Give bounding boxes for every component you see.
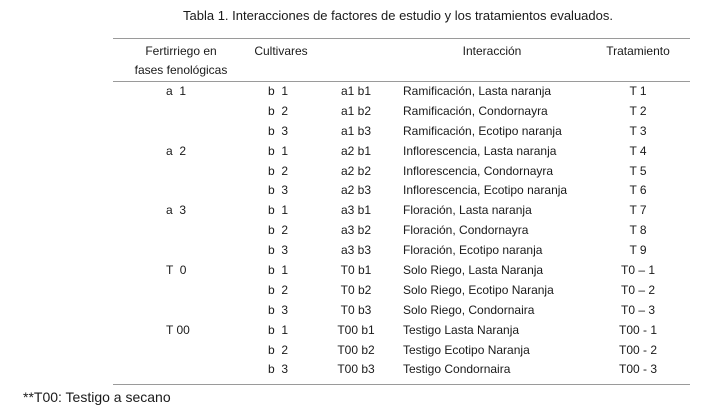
header-fertirriego-line1: Fertirriego en <box>145 44 217 58</box>
cell-code: a2 b3 <box>340 183 372 198</box>
table-row <box>0 240 725 260</box>
table-row <box>0 280 725 300</box>
table-row <box>0 141 725 161</box>
table-row <box>0 121 725 141</box>
header-interaccion: Interacción <box>462 44 522 58</box>
header-tratamiento: Tratamiento <box>606 44 670 58</box>
header-fertirriego <box>120 42 242 80</box>
cell-interaccion: Testigo Lasta Naranja <box>403 322 520 337</box>
cell-tratamiento: T00 - 2 <box>618 342 657 357</box>
table-caption: Tabla 1. Interacciones de factores de estudio y los tratamientos evaluados. <box>183 8 613 23</box>
table-body <box>0 81 725 379</box>
cell-code: a2 b2 <box>340 163 372 178</box>
table-footnote: **T00: Testigo a secano <box>23 389 171 405</box>
cell-interaccion: Inflorescencia, Condornayra <box>403 163 554 178</box>
cell-cultivar: b 3 <box>268 243 289 258</box>
cell-cultivar: b 3 <box>268 302 289 317</box>
cell-tratamiento: T 6 <box>629 183 647 198</box>
cell-cultivar: b 1 <box>268 143 289 158</box>
table-top-rule <box>113 38 690 39</box>
cell-tratamiento: T 7 <box>629 203 647 218</box>
cell-factor: a 1 <box>166 84 187 98</box>
cell-tratamiento: T00 - 3 <box>618 362 657 377</box>
cell-tratamiento: T 5 <box>629 163 647 178</box>
cell-cultivar: b 2 <box>268 103 289 118</box>
cell-tratamiento: T0 – 2 <box>620 282 656 297</box>
cell-cultivar: b 2 <box>268 282 289 297</box>
table-row <box>0 161 725 181</box>
cell-interaccion: Testigo Condornaira <box>403 362 511 377</box>
cell-tratamiento: T 3 <box>629 123 647 138</box>
cell-code: T00 b1 <box>337 322 375 337</box>
header-fertirriego-line2: fases fenológicas <box>134 63 228 77</box>
cell-interaccion: Ramificación, Lasta naranja <box>403 84 552 98</box>
table-row <box>0 340 725 360</box>
table-bottom-rule <box>113 384 690 385</box>
cell-code: a1 b1 <box>340 84 372 98</box>
cell-code: T00 b3 <box>337 362 375 377</box>
cell-interaccion: Floración, Lasta naranja <box>403 203 532 218</box>
cell-tratamiento: T 9 <box>629 243 647 258</box>
cell-code: T0 b2 <box>340 282 372 297</box>
cell-factor: T 00 <box>166 322 190 337</box>
cell-interaccion: Floración, Ecotipo naranja <box>403 243 543 258</box>
cell-cultivar: b 2 <box>268 342 289 357</box>
table-row <box>0 180 725 200</box>
cell-cultivar: b 3 <box>268 123 289 138</box>
cell-cultivar: b 3 <box>268 183 289 198</box>
cell-interaccion: Solo Riego, Ecotipo Naranja <box>403 282 554 297</box>
cell-interaccion: Ramificación, Ecotipo naranja <box>403 123 562 138</box>
cell-cultivar: b 1 <box>268 84 289 98</box>
cell-factor: a 3 <box>166 203 187 218</box>
cell-code: T0 b1 <box>340 263 372 278</box>
cell-cultivar: b 2 <box>268 163 289 178</box>
table-row <box>0 320 725 340</box>
cell-interaccion: Inflorescencia, Ecotipo naranja <box>403 183 568 198</box>
table-row <box>0 81 725 101</box>
cell-code: T0 b3 <box>340 302 372 317</box>
cell-interaccion: Testigo Ecotipo Naranja <box>403 342 530 357</box>
cell-cultivar: b 1 <box>268 322 289 337</box>
cell-factor: a 2 <box>166 143 187 158</box>
cell-interaccion: Floración, Condornayra <box>403 223 529 238</box>
table-row <box>0 260 725 280</box>
table-row <box>0 220 725 240</box>
cell-interaccion: Solo Riego, Lasta Naranja <box>403 263 544 278</box>
header-cultivares: Cultivares <box>254 44 308 58</box>
cell-interaccion: Ramificación, Condornayra <box>403 103 548 118</box>
cell-code: a1 b2 <box>340 103 372 118</box>
table-row <box>0 359 725 379</box>
cell-code: a1 b3 <box>340 123 372 138</box>
cell-interaccion: Inflorescencia, Lasta naranja <box>403 143 557 158</box>
cell-cultivar: b 1 <box>268 203 289 218</box>
cell-factor: T 0 <box>166 263 187 278</box>
table-row <box>0 300 725 320</box>
cell-tratamiento: T 1 <box>629 84 647 98</box>
cell-cultivar: b 1 <box>268 263 289 278</box>
table-row <box>0 101 725 121</box>
cell-tratamiento: T 2 <box>629 103 647 118</box>
cell-tratamiento: T 8 <box>629 223 647 238</box>
cell-cultivar: b 2 <box>268 223 289 238</box>
cell-cultivar: b 3 <box>268 362 289 377</box>
cell-tratamiento: T0 – 3 <box>620 302 656 317</box>
cell-tratamiento: T0 – 1 <box>620 263 656 278</box>
table-row <box>0 200 725 220</box>
cell-code: T00 b2 <box>337 342 375 357</box>
cell-interaccion: Solo Riego, Condornaira <box>403 302 535 317</box>
cell-tratamiento: T 4 <box>629 143 647 158</box>
cell-code: a3 b3 <box>340 243 372 258</box>
cell-tratamiento: T00 - 1 <box>618 322 657 337</box>
cell-code: a3 b2 <box>340 223 372 238</box>
cell-code: a3 b1 <box>340 203 372 218</box>
cell-code: a2 b1 <box>340 143 372 158</box>
